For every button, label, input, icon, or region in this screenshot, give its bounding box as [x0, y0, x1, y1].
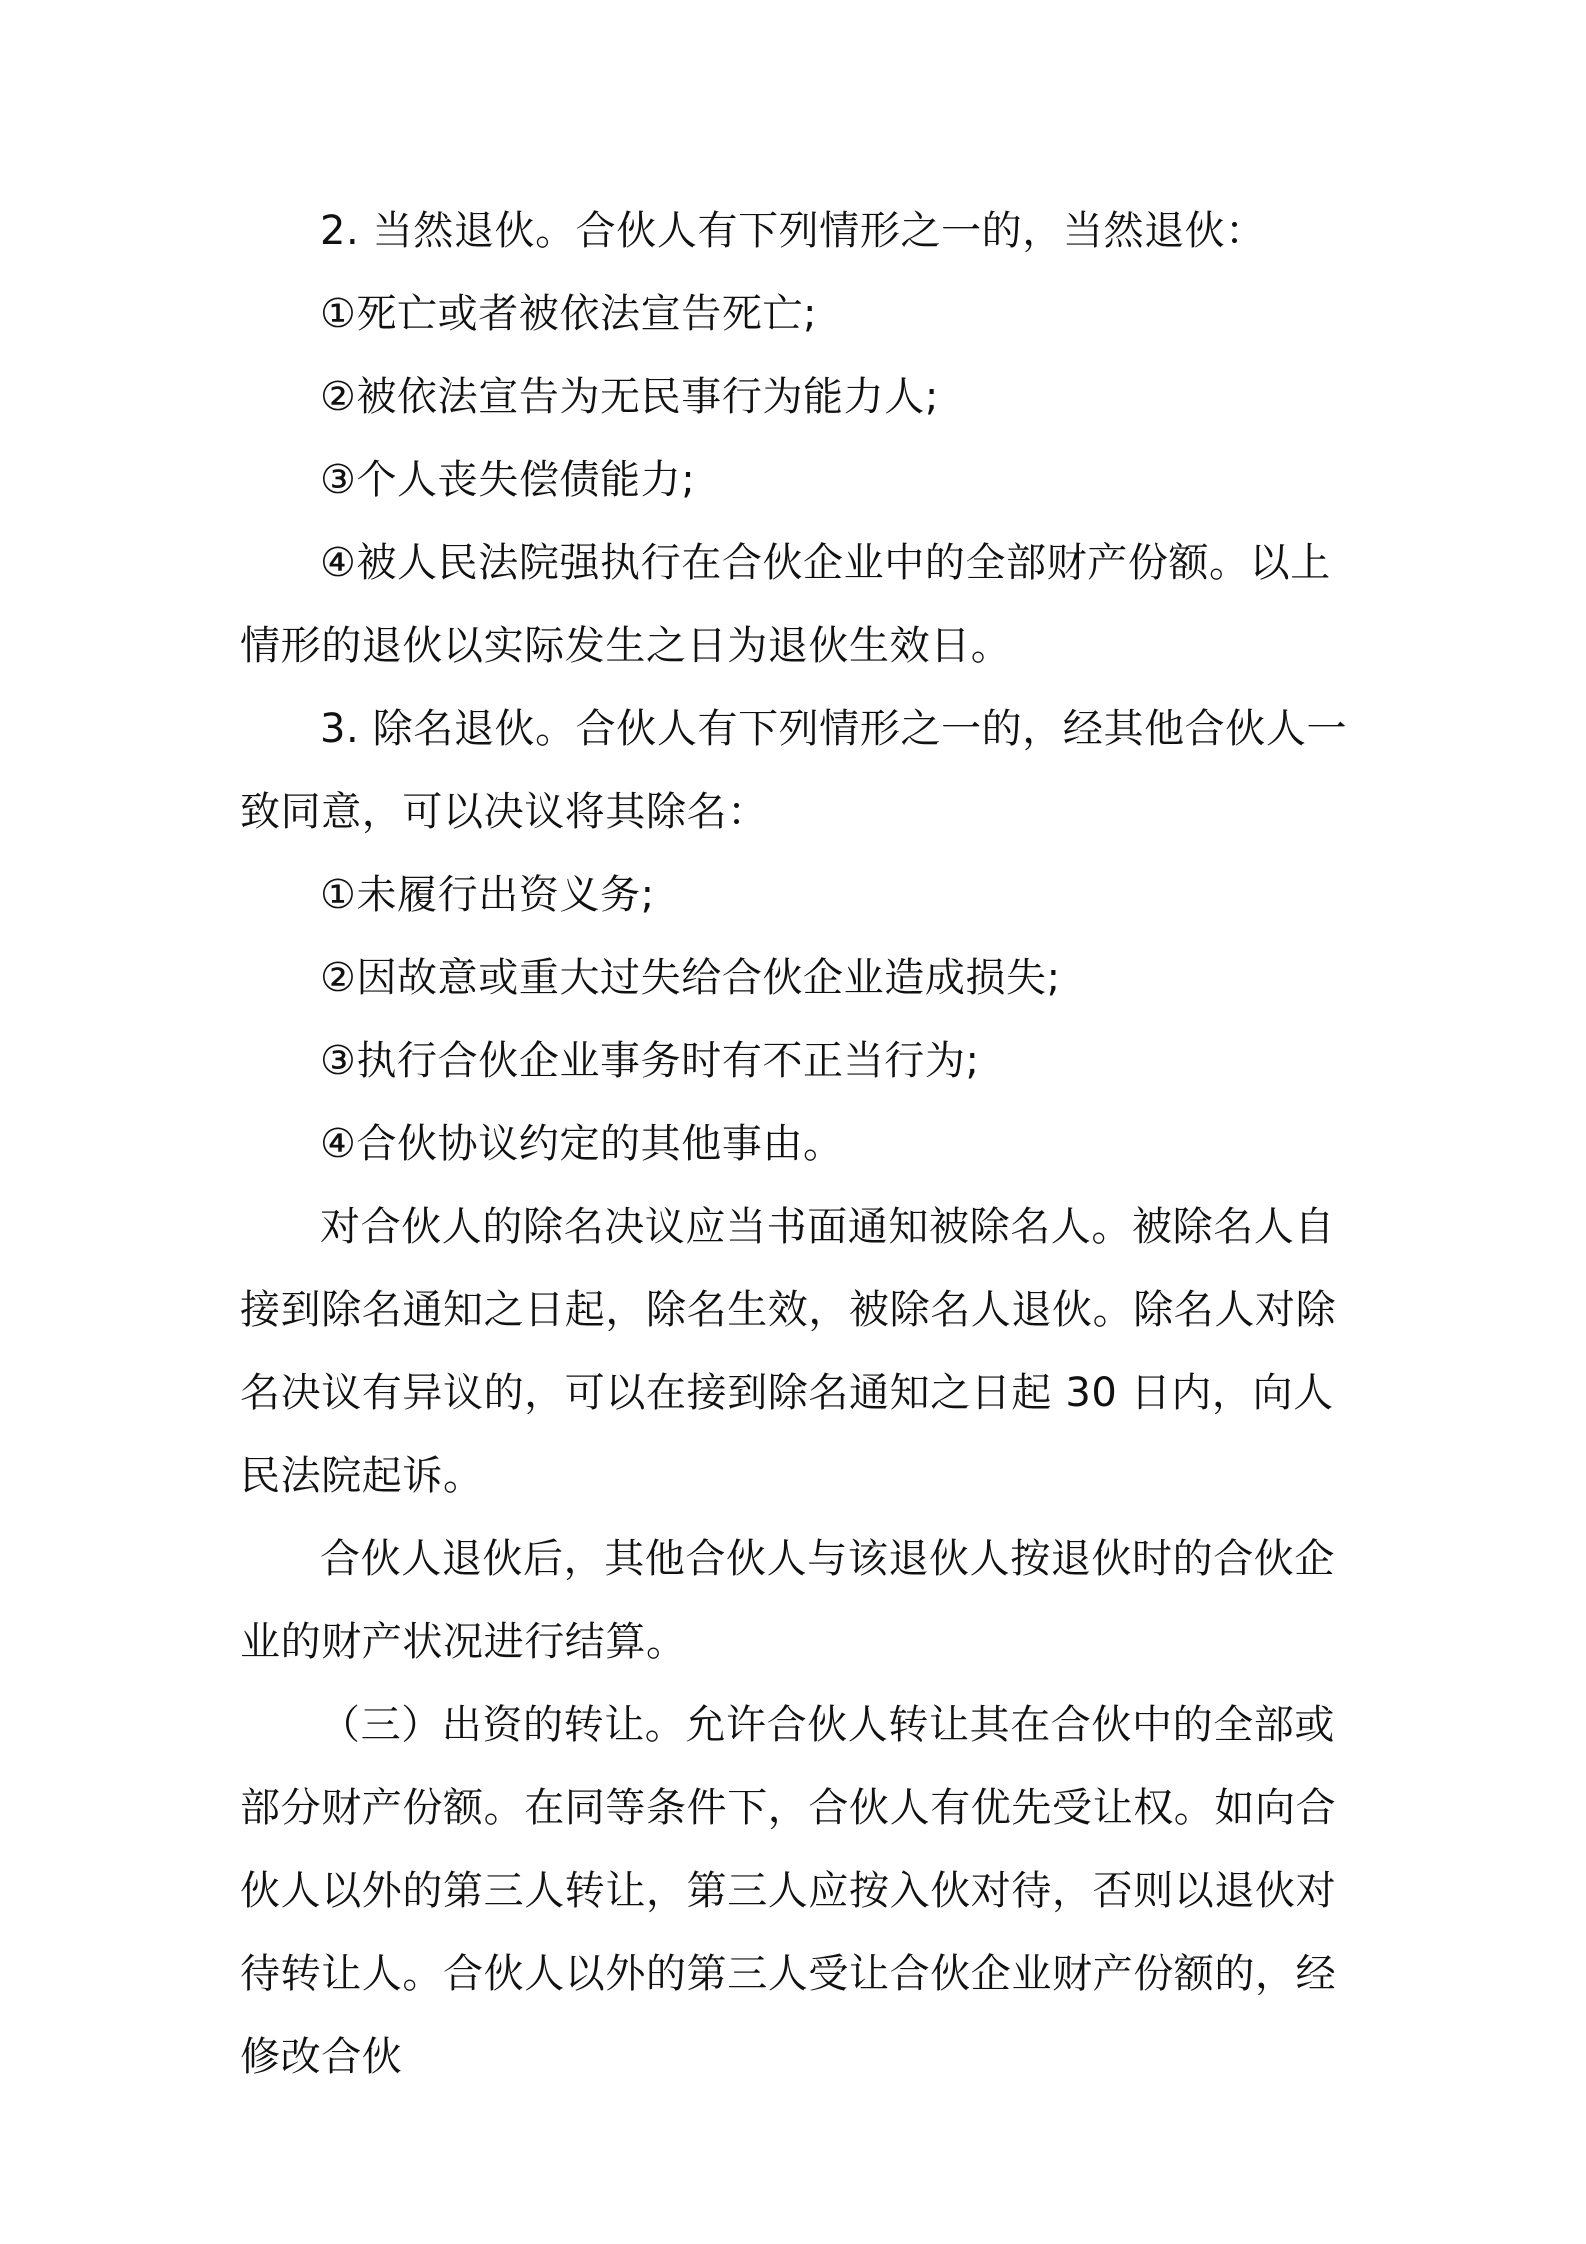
list-item-insolvency: ③个人丧失偿债能力;	[320, 457, 696, 503]
list-item-enforcement: ④被人民法院强执行在合伙企业中的全部财产份额。以上情形的退伙以实际发生之日为退伙生效日。	[240, 540, 1331, 669]
list-item-misconduct: ③执行合伙企业事务时有不正当行为;	[320, 1038, 980, 1084]
document-body	[240, 190, 1355, 2099]
paragraph-transfer-of-contribution: （三）出资的转让。允许合伙人转让其在合伙中的全部或部分财产份额。在同等条件下，合伙人有优先受让权。如向合伙人以外的第三人转让，第三人应按入伙对待，否则以退伙对待转让人。合伙人以外的第三人受让合伙企业财产份额的，经修改合伙	[240, 1702, 1337, 2080]
list-item-other-causes: ④合伙协议约定的其他事由。	[320, 1121, 844, 1167]
list-item-no-contribution: ①未履行出资义务;	[320, 872, 655, 918]
paragraph-expulsion: 3. 除名退伙。合伙人有下列情形之一的，经其他合伙人一致同意，可以决议将其除名：	[240, 706, 1348, 835]
list-item-losses: ②因故意或重大过失给合伙企业造成损失;	[320, 955, 1061, 1001]
list-item-incapacity: ②被依法宣告为无民事行为能力人;	[320, 374, 939, 420]
paragraph-expulsion-notice: 对合伙人的除名决议应当书面通知被除名人。被除名人自接到除名通知之日起，除名生效，被除名人退伙。除名人对除名决议有异议的，可以在接到除名通知之日起 30 日内，向人民法院起诉。	[240, 1204, 1337, 1499]
list-item-death: ①死亡或者被依法宣告死亡;	[320, 291, 818, 337]
paragraph-automatic-withdrawal: 2. 当然退伙。合伙人有下列情形之一的，当然退伙：	[320, 208, 1266, 254]
paragraph-settlement: 合伙人退伙后，其他合伙人与该退伙人按退伙时的合伙企业的财产状况进行结算。	[240, 1536, 1335, 1665]
